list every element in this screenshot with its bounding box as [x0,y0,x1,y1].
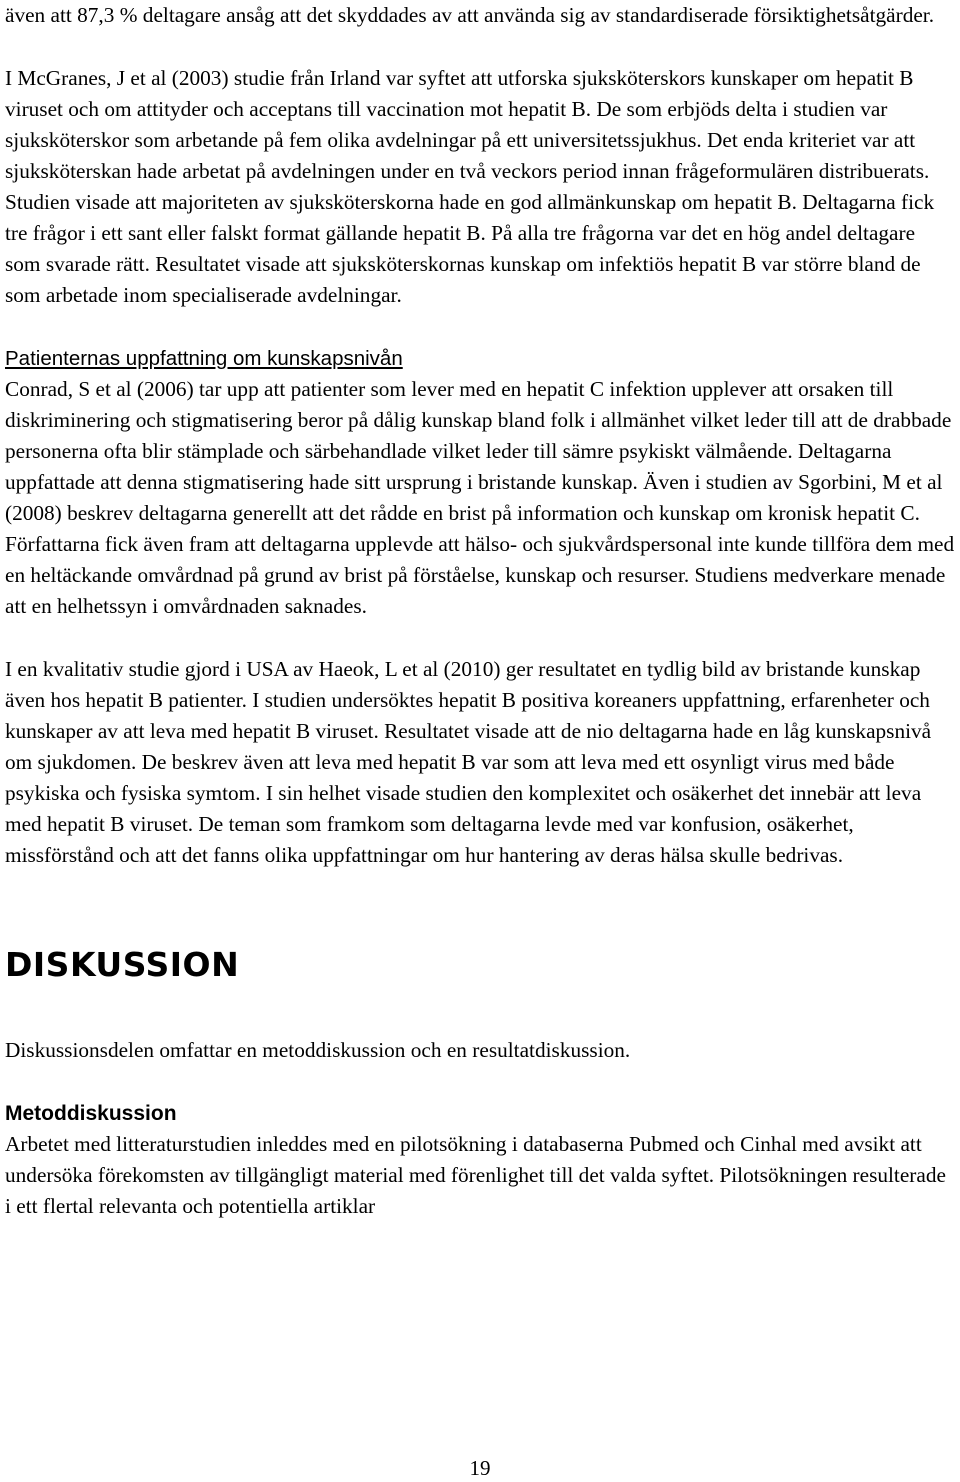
paragraph-mcgranes-study: I McGranes, J et al (2003) studie från Irland var syftet att utforska sjuksköterskors kunskaper om hepatit B viruset och om attityder och acceptans till vaccination mot hepatit B. De som erbjöds delta i studien var sjuksköterskor som arbetande på fem olika avdelningar på ett universitetssjukhus. Det enda kriteriet var att sjuksköterskan hade arbetat på avdelningen under en två veckors period innan frågeformulären distribuerats. Studien visade att majoriteten av sjuksköterskorna hade en god allmänkunskap om hepatit B. Deltagarna fick tre frågor i ett sant eller falskt format gällande hepatit B. På alla tre frågorna var det en hög andel deltagare som svarade rätt. Resultatet visade att sjuksköterskornas kunskap om infektiös hepatit B var större bland de som arbetade inom specialiserade avdelningar. [5,66,935,307]
paragraph-conrad-study: Conrad, S et al (2006) tar upp att patienter som lever med en hepatit C infektion upplever att orsaken till diskriminering och stigmatisering beror på dålig kunskap bland folk i allmänhet vilket leder till att de drabbade personerna ofta blir stämplade och särbehandlade vilket leder till sämre psykiskt välmående. Deltagarna uppfattade att denna stigmatisering hade sitt ursprung i bristande kunskap. Även i studien av Sgorbini, M et al (2008) beskrev deltagarna generellt att det rådde en brist på information och kunskap om kronisk hepatit C. Författarna fick även fram att deltagarna upplevde att hälso- och sjukvårdspersonal inte kunde tillföra dem med en heltäckande omvårdnad på grund av brist på förståelse, kunskap och resurser. Studiens medverkare menade att en helhetssyn i omvårdnaden saknades. [5,377,955,618]
document-page [5,0,955,1222]
paragraph-haeok-study: I en kvalitativ studie gjord i USA av Haeok, L et al (2010) ger resultatet en tydlig bild av bristande kunskap även hos hepatit B patienter. I studien undersöktes hepatit B positiva koreaners uppfattning, erfarenheter och kunskaper av att leva med hepatit B viruset. Resultatet visade att de nio deltagarna hade en låg kunskapsnivå om sjukdomen. De beskrev även att leva med hepatit B var som att leva med ett osynligt virus med både psykiska och fysiska symtom. I sin helhet visade studien den komplexitet och osäkerhet det innebär att leva med hepatit B viruset. De teman som framkom som deltagarna levde med var konfusion, osäkerhet, missförstånd och att det fanns olika uppfattningar om hur hantering av deras hälsa skulle bedrivas. [5,657,932,867]
paragraph-continuation: även att 87,3 % deltagare ansåg att det skyddades av att använda sig av standardiserade försiktighetsåtgärder. [5,3,935,27]
page-number: 19 [469,1456,491,1480]
section-heading-diskussion: DISKUSSION [5,945,240,984]
paragraph-method-discussion: Arbetet med litteraturstudien inleddes med en pilotsökning i databaserna Pubmed och Cinhal med avsikt att undersöka förekomsten av tillgängligt material med förenlighet till det valda syftet. Pilotsökningen resulterade i ett flertal relevanta och potentiella artiklar [5,1132,946,1218]
subheading-method-discussion: Metoddiskussion [5,1102,177,1125]
subheading-patient-perception: Patienternas uppfattning om kunskapsnivån [5,347,403,370]
paragraph-discussion-intro: Diskussionsdelen omfattar en metoddiskussion och en resultatdiskussion. [5,1038,631,1062]
